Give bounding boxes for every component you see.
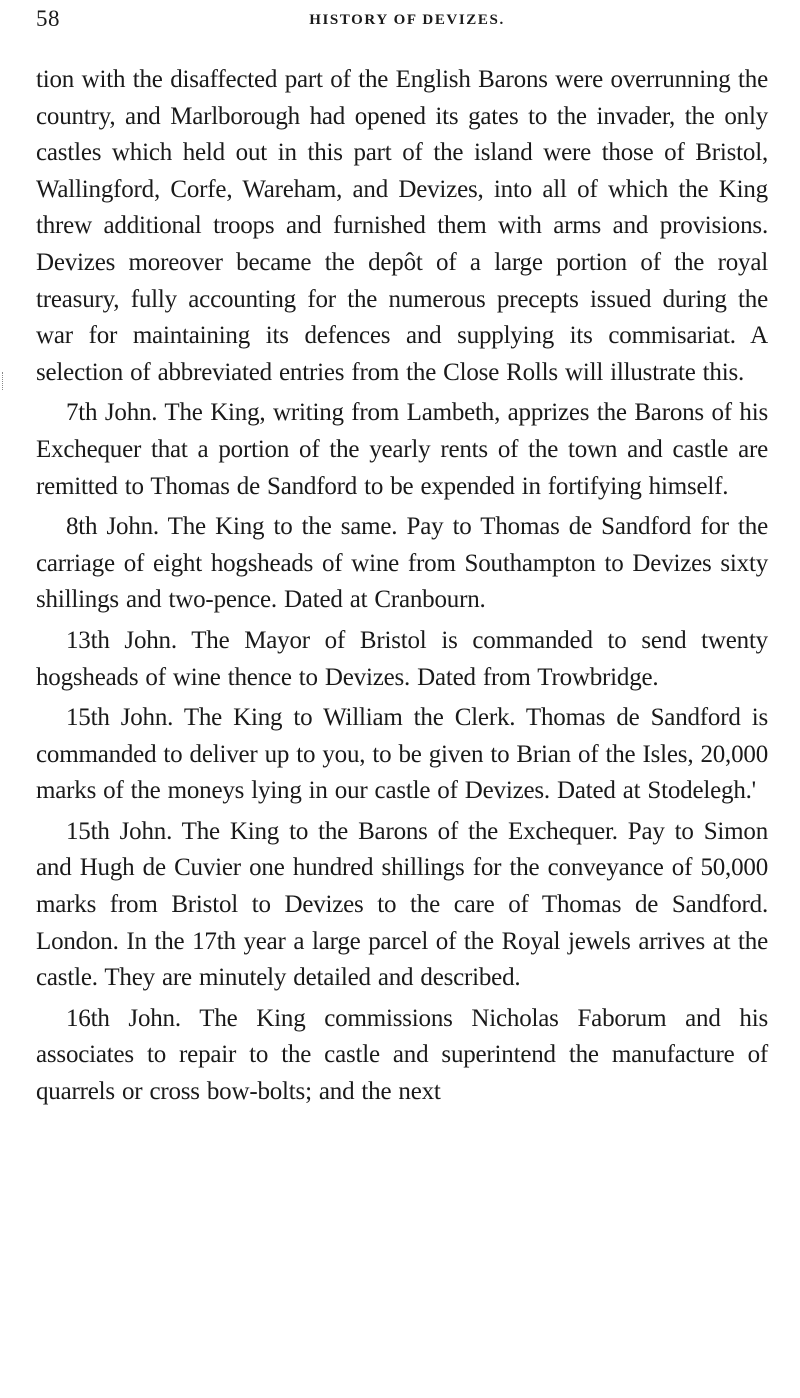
running-head: HISTORY OF DEVIZES.	[309, 12, 505, 28]
paragraph-7th-john: 7th John. The King, writing from Lambeth, apprizes the Barons of his Exchequer that a portion of the yearly rents of the town and castle are remitted to Thomas de Sandford to be expended in fortifying himself.	[36, 399, 768, 500]
paragraph-15th-john-exchequer: 15th John. The King to the Barons of the Exchequer. Pay to Simon and Hugh de Cuvier one hundred shillings for the conveyance of 50,000 marks from Bristol to Devizes to the care of Thomas de Sandford. London. In the 17th year a large parcel of the Royal jewels arrives at the castle. They are minutely detailed and described.	[36, 817, 768, 992]
margin-mark	[2, 372, 5, 390]
paragraph-15th-john-clerk: 15th John. The King to William the Clerk. Thomas de Sandford is commanded to deliver up to you, to be given to Brian of the Isles, 20,000 marks of the moneys lying in our castle of Devizes. Dated at Stodelegh.'	[36, 704, 768, 805]
paragraph-13th-john: 13th John. The Mayor of Bristol is commanded to send twenty hogsheads of wine thence to Devizes. Dated from Trowbridge.	[36, 626, 768, 691]
page-header	[36, 6, 768, 46]
paragraph-16th-john: 16th John. The King commissions Nicholas Faborum and his associates to repair to the castle and superintend the manufacture of quarrels or cross bow-bolts; and the next	[36, 1004, 768, 1106]
book-page	[36, 0, 768, 1398]
body-text	[36, 62, 768, 1111]
paragraph-continuation: tion with the disaffected part of the English Barons were overrunning the country, and Marlborough had opened its gates to the invader, the only castles which held out in this part of the island were those of Bristol, Wallingford, Corfe, Wareham, and Devizes, into all of which the King threw additional troops and furnished them with arms and provisions. Devizes moreover became the depôt of a large portion of the royal treasury, fully accounting for the numerous precepts issued during the war for maintaining its defences and supplying its commisariat. A selection of abbreviated entries from the Close Rolls will illustrate this.	[36, 66, 768, 386]
paragraph-8th-john: 8th John. The King to the same. Pay to Thomas de Sandford for the carriage of eight hogsheads of wine from Southampton to Devizes sixty shillings and two-pence. Dated at Cranbourn.	[36, 513, 768, 614]
page-number: 58	[36, 6, 60, 31]
